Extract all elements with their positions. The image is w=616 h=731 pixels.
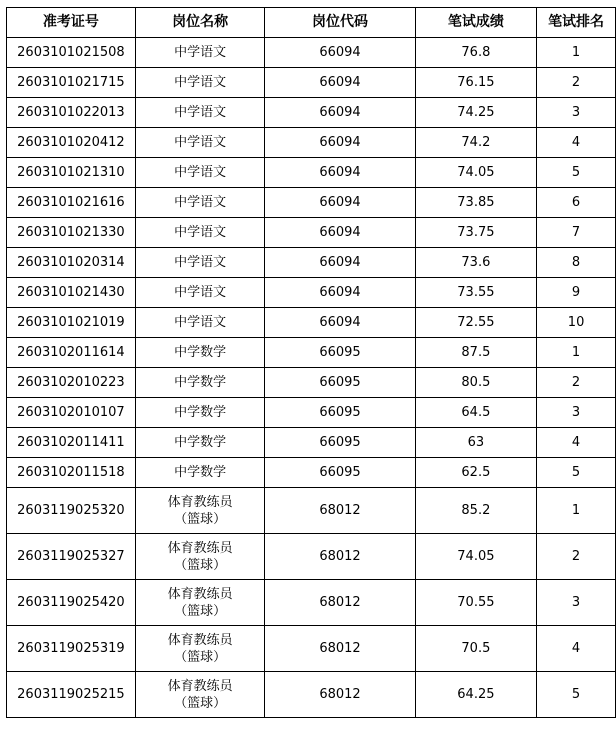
post-name-cell — [135, 38, 265, 68]
ticket-number-cell: 2603101021616 — [7, 188, 136, 218]
written-rank-cell: 10 — [537, 308, 616, 338]
post-name-line: 中学语文 — [174, 285, 227, 300]
table-row — [7, 248, 616, 278]
table-row — [7, 428, 616, 458]
ticket-number-cell: 2603102010223 — [7, 368, 136, 398]
written-rank-cell: 2 — [537, 368, 616, 398]
post-name-cell — [135, 626, 265, 672]
post-name-line: 中学语文 — [174, 135, 227, 150]
ticket-number-cell: 2603101021430 — [7, 278, 136, 308]
ticket-number-cell: 2603101022013 — [7, 98, 136, 128]
table-row — [7, 338, 616, 368]
post-name-line: 中学语文 — [174, 165, 227, 180]
ticket-number-cell: 2603119025327 — [7, 534, 136, 580]
post-name-line: （篮球） — [174, 557, 227, 573]
header-post-code: 岗位代码 — [265, 8, 415, 38]
ticket-number-cell: 2603101021019 — [7, 308, 136, 338]
written-score-cell: 73.6 — [415, 248, 537, 278]
post-name-cell — [135, 338, 265, 368]
post-name-line: 中学语文 — [174, 315, 227, 330]
header-post-name: 岗位名称 — [135, 8, 265, 38]
table-body — [7, 38, 616, 718]
post-name-line: （篮球） — [174, 511, 227, 527]
post-name-cell — [135, 278, 265, 308]
post-name-line: 中学数学 — [174, 435, 227, 450]
table-row — [7, 626, 616, 672]
written-rank-cell: 3 — [537, 98, 616, 128]
post-name-line: 体育教练员 — [167, 586, 233, 602]
post-name-line: 中学语文 — [174, 105, 227, 120]
header-written-rank: 笔试排名 — [537, 8, 616, 38]
table-row — [7, 188, 616, 218]
table-row — [7, 368, 616, 398]
post-code-cell: 68012 — [265, 488, 415, 534]
header-written-score: 笔试成绩 — [415, 8, 537, 38]
table-row — [7, 38, 616, 68]
post-code-cell: 68012 — [265, 534, 415, 580]
post-name-cell — [135, 534, 265, 580]
post-code-cell: 66094 — [265, 188, 415, 218]
post-name-cell — [135, 218, 265, 248]
post-name-cell — [135, 248, 265, 278]
post-name-cell — [135, 458, 265, 488]
post-code-cell: 66094 — [265, 218, 415, 248]
written-rank-cell: 1 — [537, 338, 616, 368]
post-name-line: 体育教练员 — [167, 678, 233, 694]
post-name-cell — [135, 428, 265, 458]
post-code-cell: 68012 — [265, 672, 415, 718]
ticket-number-cell: 2603102011518 — [7, 458, 136, 488]
ticket-number-cell: 2603119025320 — [7, 488, 136, 534]
post-name-cell — [135, 580, 265, 626]
written-rank-cell: 5 — [537, 158, 616, 188]
ticket-number-cell: 2603101021508 — [7, 38, 136, 68]
table-row — [7, 534, 616, 580]
post-name-line: 中学语文 — [174, 195, 227, 210]
post-name-line: 中学语文 — [174, 45, 227, 60]
post-code-cell: 66094 — [265, 98, 415, 128]
written-score-cell: 70.5 — [415, 626, 537, 672]
written-score-cell: 72.55 — [415, 308, 537, 338]
post-name-line: 中学数学 — [174, 345, 227, 360]
written-score-cell: 76.15 — [415, 68, 537, 98]
post-code-cell: 66094 — [265, 278, 415, 308]
post-name-line: 中学数学 — [174, 405, 227, 420]
written-rank-cell: 2 — [537, 534, 616, 580]
table-row — [7, 398, 616, 428]
post-name-line: 中学语文 — [174, 225, 227, 240]
post-name-cell — [135, 128, 265, 158]
written-rank-cell: 6 — [537, 188, 616, 218]
written-score-cell: 62.5 — [415, 458, 537, 488]
results-sheet — [6, 7, 616, 718]
post-code-cell: 66095 — [265, 398, 415, 428]
written-rank-cell: 5 — [537, 672, 616, 718]
written-rank-cell: 9 — [537, 278, 616, 308]
written-score-cell: 74.05 — [415, 534, 537, 580]
post-name-cell — [135, 672, 265, 718]
table-row — [7, 278, 616, 308]
written-rank-cell: 4 — [537, 428, 616, 458]
post-code-cell: 66094 — [265, 128, 415, 158]
table-row — [7, 458, 616, 488]
post-name-line: 体育教练员 — [167, 494, 233, 510]
table-row — [7, 68, 616, 98]
post-name-line: （篮球） — [174, 649, 227, 665]
post-code-cell: 66094 — [265, 38, 415, 68]
post-code-cell: 66094 — [265, 308, 415, 338]
post-name-line: 体育教练员 — [167, 632, 233, 648]
exam-results-table — [6, 7, 616, 718]
post-name-line: 体育教练员 — [167, 540, 233, 556]
ticket-number-cell: 2603119025319 — [7, 626, 136, 672]
post-code-cell: 66095 — [265, 368, 415, 398]
written-score-cell: 63 — [415, 428, 537, 458]
table-row — [7, 158, 616, 188]
post-code-cell: 68012 — [265, 626, 415, 672]
written-score-cell: 73.85 — [415, 188, 537, 218]
ticket-number-cell: 2603101021330 — [7, 218, 136, 248]
table-row — [7, 672, 616, 718]
written-score-cell: 64.25 — [415, 672, 537, 718]
ticket-number-cell: 2603119025215 — [7, 672, 136, 718]
written-rank-cell: 5 — [537, 458, 616, 488]
post-name-cell — [135, 188, 265, 218]
table-row — [7, 218, 616, 248]
written-rank-cell: 8 — [537, 248, 616, 278]
post-name-line: 中学数学 — [174, 465, 227, 480]
table-row — [7, 98, 616, 128]
post-name-cell — [135, 158, 265, 188]
post-name-cell — [135, 398, 265, 428]
written-score-cell: 70.55 — [415, 580, 537, 626]
post-name-cell — [135, 488, 265, 534]
ticket-number-cell: 2603102010107 — [7, 398, 136, 428]
written-rank-cell: 7 — [537, 218, 616, 248]
written-rank-cell: 3 — [537, 398, 616, 428]
ticket-number-cell: 2603101020412 — [7, 128, 136, 158]
post-name-cell — [135, 368, 265, 398]
table-row — [7, 128, 616, 158]
written-score-cell: 74.2 — [415, 128, 537, 158]
post-code-cell: 66095 — [265, 428, 415, 458]
post-name-line: 中学语文 — [174, 255, 227, 270]
written-rank-cell: 3 — [537, 580, 616, 626]
post-name-line: 中学数学 — [174, 375, 227, 390]
table-row — [7, 488, 616, 534]
written-rank-cell: 2 — [537, 68, 616, 98]
written-score-cell: 74.05 — [415, 158, 537, 188]
post-code-cell: 66094 — [265, 68, 415, 98]
written-rank-cell: 4 — [537, 626, 616, 672]
written-rank-cell: 1 — [537, 488, 616, 534]
ticket-number-cell: 2603102011614 — [7, 338, 136, 368]
written-score-cell: 73.75 — [415, 218, 537, 248]
written-score-cell: 73.55 — [415, 278, 537, 308]
post-code-cell: 66094 — [265, 158, 415, 188]
post-name-cell — [135, 308, 265, 338]
post-name-line: （篮球） — [174, 603, 227, 619]
post-name-line: 中学语文 — [174, 75, 227, 90]
post-name-cell — [135, 68, 265, 98]
written-score-cell: 87.5 — [415, 338, 537, 368]
post-code-cell: 68012 — [265, 580, 415, 626]
written-rank-cell: 4 — [537, 128, 616, 158]
written-score-cell: 80.5 — [415, 368, 537, 398]
header-row — [7, 8, 616, 38]
written-rank-cell: 1 — [537, 38, 616, 68]
written-score-cell: 74.25 — [415, 98, 537, 128]
post-name-cell — [135, 98, 265, 128]
post-code-cell: 66095 — [265, 338, 415, 368]
table-row — [7, 308, 616, 338]
post-name-line: （篮球） — [174, 695, 227, 711]
ticket-number-cell: 2603101020314 — [7, 248, 136, 278]
post-code-cell: 66095 — [265, 458, 415, 488]
ticket-number-cell: 2603102011411 — [7, 428, 136, 458]
written-score-cell: 85.2 — [415, 488, 537, 534]
table-row — [7, 580, 616, 626]
written-score-cell: 64.5 — [415, 398, 537, 428]
written-score-cell: 76.8 — [415, 38, 537, 68]
ticket-number-cell: 2603119025420 — [7, 580, 136, 626]
ticket-number-cell: 2603101021715 — [7, 68, 136, 98]
post-code-cell: 66094 — [265, 248, 415, 278]
header-ticket-number: 准考证号 — [7, 8, 136, 38]
ticket-number-cell: 2603101021310 — [7, 158, 136, 188]
